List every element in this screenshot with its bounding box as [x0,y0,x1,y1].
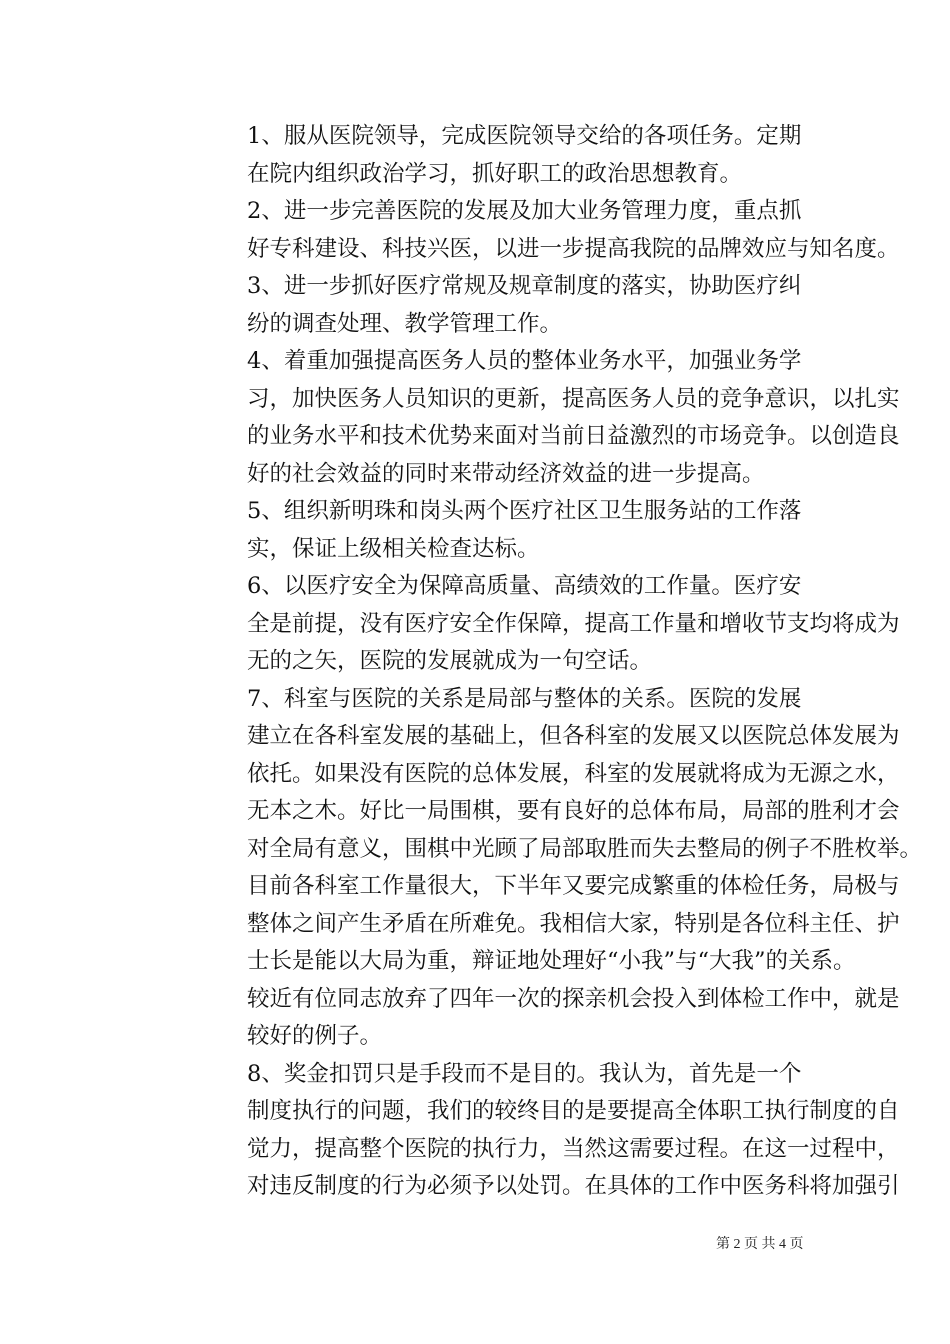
paragraph-8 [144,1056,900,1206]
body-text [144,118,923,1206]
paragraph-6 [144,568,900,681]
text-line: 目前各科室工作量很大，下半年又要完成繁重的体检任务，局极与 [247,873,900,899]
text-line: 建立在各科室发展的基础上，但各科室的发展又以医院总体发展为 [247,723,900,749]
page-footer: 第 2 页 共 4 页 [716,1237,804,1252]
text-line: 无的之矢，医院的发展就成为一句空话。 [247,648,653,674]
text-line: 好专科建设、科技兴医，以进一步提高我院的品牌效应与知名度。 [247,235,900,262]
text-line: 对违反制度的行为必须予以处罚。在具体的工作中医务科将加强引 [247,1173,900,1199]
paragraph-5 [144,493,824,568]
paragraph-2 [144,193,900,268]
text-line: 2、进一步完善医院的发展及加大业务管理力度，重点抓 [247,198,802,224]
text-line: 觉力，提高整个医院的执行力，当然这需要过程。在这一过程中， [247,1135,900,1162]
text-line: 6、以医疗安全为保障高质量、高绩效的工作量。医疗安 [247,573,802,599]
text-line: 4、着重加强提高医务人员的整体业务水平，加强业务学 [247,348,802,374]
text-line: 5、组织新明珠和岗头两个医疗社区卫生服务站的工作落 [247,498,802,524]
text-line: 好的社会效益的同时来带动经济效益的进一步提高。 [247,460,765,487]
text-line: 在院内组织政治学习，抓好职工的政治思想教育。 [247,160,743,187]
text-line: 8、奖金扣罚只是手段而不是目的。我认为，首先是一个 [247,1060,802,1087]
paragraph-3 [144,268,824,343]
text-line: 3、进一步抓好医疗常规及规章制度的落实，协助医疗纠 [247,273,802,299]
paragraph-1 [144,118,824,193]
text-line: 依托。如果没有医院的总体发展，科室的发展就将成为无源之水， [247,760,900,787]
text-line: 对全局有意义，围棋中光顾了局部取胜而失去整局的例子不胜枚举。 [247,835,923,862]
text-line: 整体之间产生矛盾在所难免。我相信大家，特别是各位科主任、护 [247,910,900,937]
text-line: 全是前提，没有医疗安全作保障，提高工作量和增收节支均将成为 [247,610,900,637]
text-line: 较好的例子。 [247,1023,383,1049]
paragraph-7 [144,681,923,1056]
text-line: 习，加快医务人员知识的更新，提高医务人员的竞争意识，以扎实 [247,385,900,412]
text-line: 较近有位同志放弃了四年一次的探亲机会投入到体检工作中，就是 [247,985,900,1012]
text-line: 实，保证上级相关检查达标。 [247,535,540,562]
text-line: 的业务水平和技术优势来面对当前日益激烈的市场竞争。以创造良 [247,423,900,449]
paragraph-4 [144,343,900,493]
text-line: 1、服从医院领导，完成医院领导交给的各项任务。定期 [247,123,802,149]
text-line: 制度执行的问题，我们的较终目的是要提高全体职工执行制度的自 [247,1098,900,1124]
text-line: 无本之木。好比一局围棋，要有良好的总体布局，局部的胜利才会 [247,798,900,824]
text-line: 纷的调查处理、教学管理工作。 [247,310,563,337]
text-line: 7、科室与医院的关系是局部与整体的关系。医院的发展 [247,685,802,712]
text-line: 士长是能以大局为重，辩证地处理好“小我”与“大我”的关系。 [247,948,856,974]
